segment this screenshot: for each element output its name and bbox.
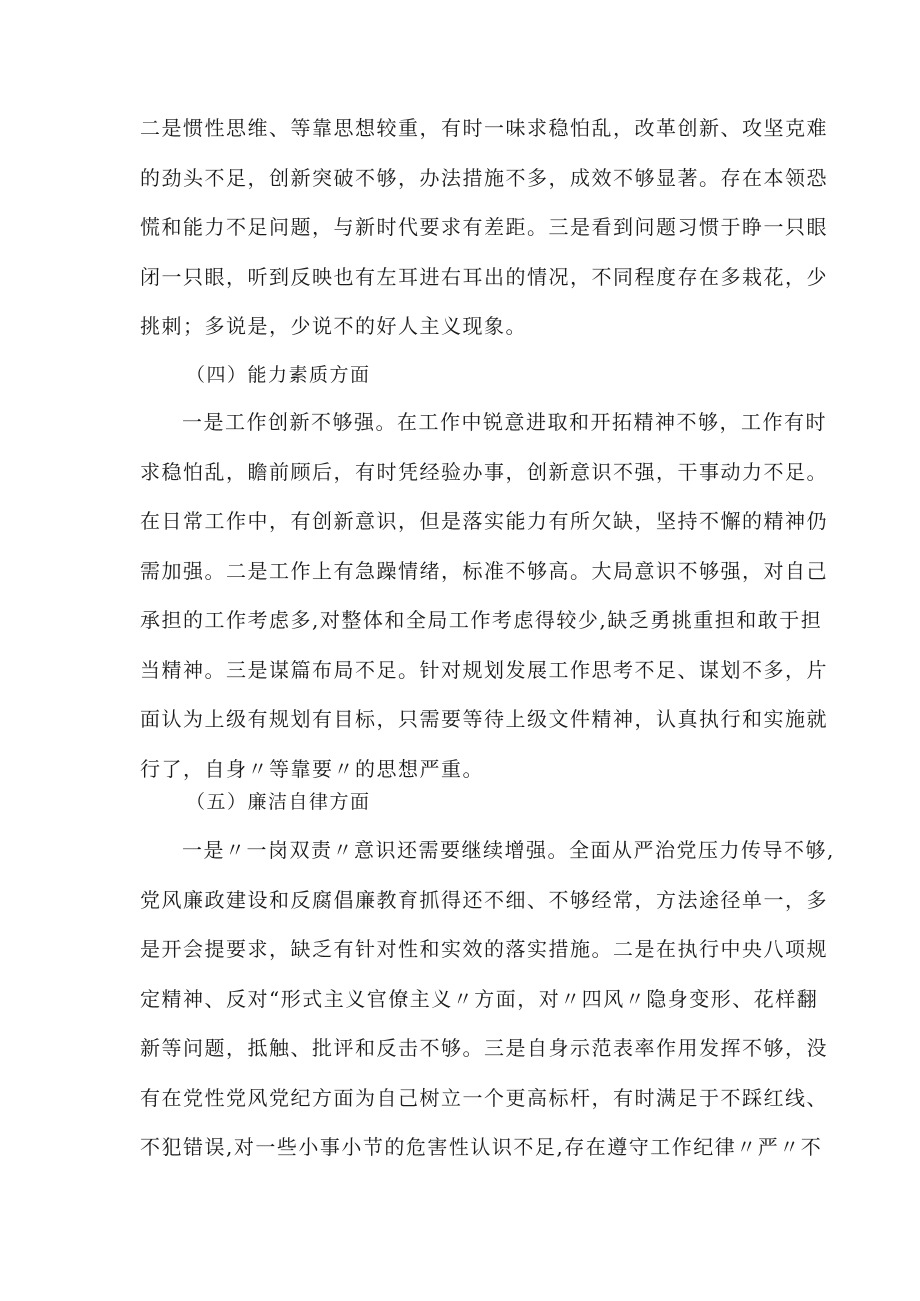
text-line: 行了，自身〃等靠要〃的思想严重。 [140,756,484,781]
text-line: 是开会提要求，缺乏有针对性和实效的落实措施。二是在执行中央八项规 [140,937,828,961]
paragraph-ability [140,398,828,794]
text-line: 定精神、反对“形式主义官僚主义〃方面，对〃四风〃隐身变形、花样翻 [140,986,819,1011]
section-heading-ability: （四）能力素质方面 [186,364,371,386]
text-line: 闭一只眼，听到反映也有左耳进右耳出的情况，不同程度存在多栽花，少 [140,264,828,289]
text-line: 的劲头不足，创新突破不够，办法措施不多，成效不够显著。存在本领恐 [140,165,828,190]
text-line: 挑刺；多说是，少说不的好人主义现象。 [140,314,527,338]
text-line: 新等问题，抵触、批评和反击不够。三是自身示范表率作用发挥不够，没 [140,1036,828,1060]
text-line: 不犯错误,对一些小事小节的危害性认识不足,存在遵守工作纪律〃严〃不 [140,1135,823,1159]
text-line: 有在党性党风党纪方面为自己树立一个更高标杆，有时满足于不踩红线、 [140,1085,828,1110]
text-line: 一是〃一岗双责〃意识还需要继续增强。全面从严治党压力传导不够, [182,838,835,862]
text-line: 党风廉政建设和反腐倡廉教育抓得还不细、不够经常，方法途径单一，多 [140,887,828,912]
text-line: 慌和能力不足问题，与新时代要求有差距。三是看到问题习惯于睁一只眼 [140,215,828,239]
text-line: 一是工作创新不够强。在工作中锐意进取和开拓精神不够，工作有时 [182,410,827,434]
section-heading-integrity: （五）廉洁自律方面 [186,791,371,813]
text-line: 二是惯性思维、等靠思想较重，有时一味求稳怕乱，改革创新、攻坚克难 [140,116,828,140]
paragraph-integrity [140,826,835,1173]
text-line: 在日常工作中，有创新意识，但是落实能力有所欠缺，坚持不懈的精神仍 [140,509,828,533]
text-line: 求稳怕乱，瞻前顾后，有时凭经验办事，创新意识不强，干事动力不足。 [140,459,828,484]
text-line: 承担的工作考虑多,对整体和全局工作考虑得较少,缺乏勇挑重担和敢于担 [140,608,823,632]
text-line: 需加强。二是工作上有急躁情绪，标准不够高。大局意识不够强，对自己 [140,558,828,583]
paragraph-mentality [140,104,828,352]
text-line: 面认为上级有规划有目标，只需要等待上级文件精神，认真执行和实施就 [140,707,828,731]
text-line: 当精神。三是谋篇布局不足。针对规划发展工作思考不足、谋划不多，片 [140,657,828,682]
